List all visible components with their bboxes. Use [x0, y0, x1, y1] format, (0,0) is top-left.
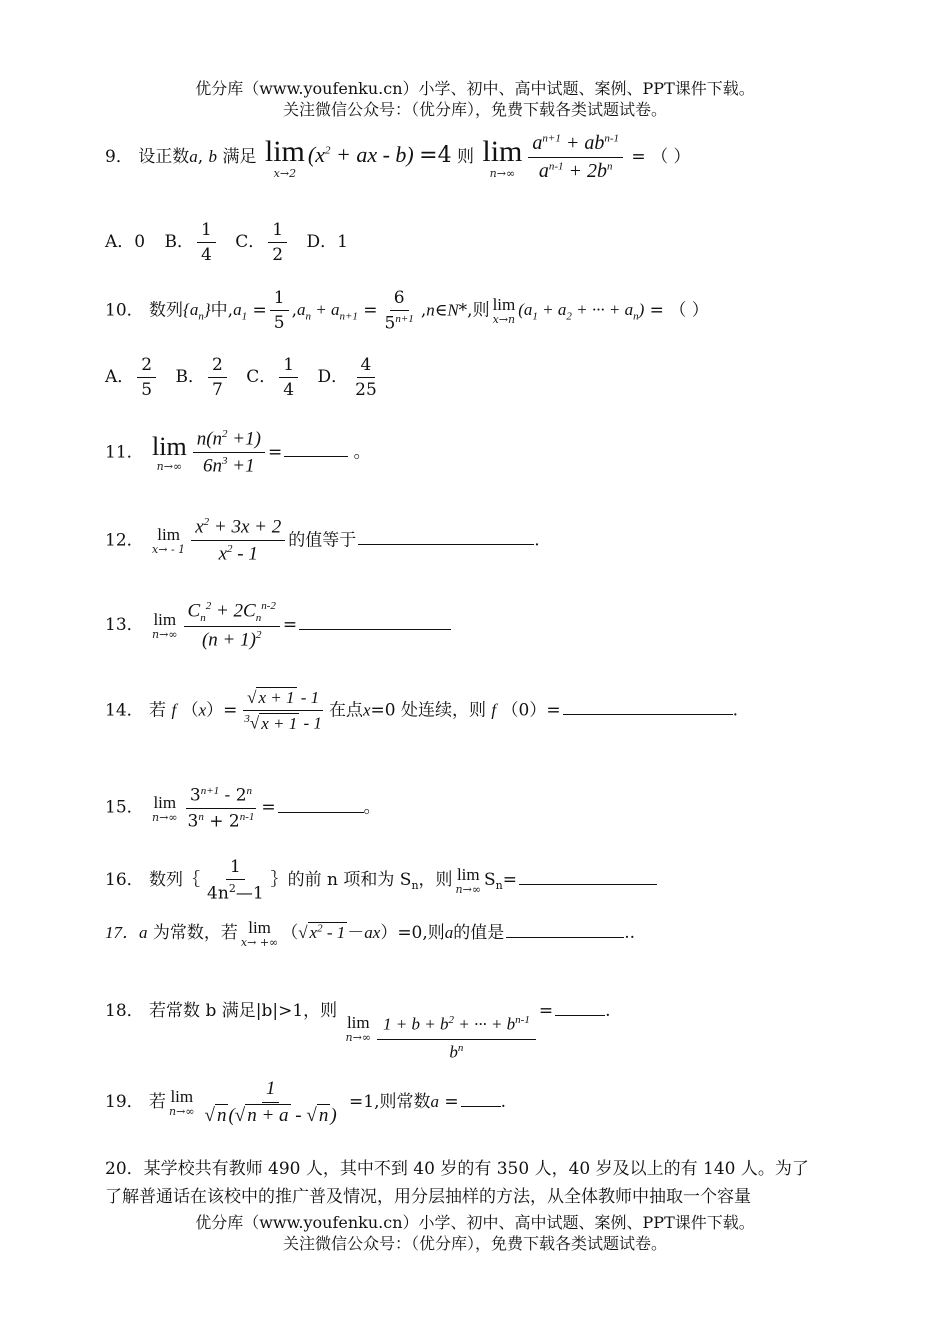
question-10: 10． 数列$\{a_n\}$中$,a_1$ = $\frac{1}{5}$ $,a_n + a_{n+1}$ = $\frac{6}{5^{n+1}}$ ,n∈N*,则 lim x→n ($a_1 + a_2$ + ··· + $a_n$) = （ ）	[105, 288, 709, 334]
question-20: 20．某学校共有教师 490 人，其中不到 40 岁的有 350 人，40 岁及以上的有 140 人。为了 了解普通话在该校中的推广普及情况，用分层抽样的方法，从全体教师中抽取一个容量	[105, 1159, 809, 1207]
option-c: C．	[235, 232, 266, 252]
page-header	[0, 78, 950, 120]
question-19: 19． 若 lim n→∞ $\frac{1}{√ n (√ n + a - √ n )}$ =1,则常数a = .	[105, 1078, 507, 1126]
question-13: 13． lim n→∞ $\frac{C_n^2 + 2C_n^{n-2}}{(n + 1)^2}$ =	[105, 600, 451, 651]
question-18: 18． 若常数 b 满足|b|>1，则 lim n→∞ $\frac{1 + b + b^2 + \cdot\cdot\cdot + b^{n-1}}{b^n}$ = .	[105, 1001, 611, 1062]
question-10-options: A． $\frac{2}{5}$ B． $\frac{2}{7}$ C． $\frac{1}{4}$ D． $\frac{4}{25}$	[105, 355, 377, 400]
question-16: 16． 数列｛ $\frac{1}{4n^2—1}$ ｝的前 n 项和为 $S_n$，则 lim n→∞ $S_n=$	[105, 857, 657, 904]
footer-line-2: 关注微信公众号：（优分库），免费下载各类试题试卷。	[282, 1234, 667, 1253]
question-17: 17．a 为常数，若 lim x→ +∞ （√ $x^2 - 1 -ax)=0$,则a的值是 ..	[105, 918, 636, 949]
page-footer	[0, 1212, 950, 1254]
footer-line-1: 优分库（www.youfenku.cn）小学、初中、高中试题、案例、PPT课件下载。	[195, 1213, 755, 1232]
question-15: 15． lim n→∞ $\frac{3^{n+1} - 2^n}{3^n + 2^{n-1}}$ = 。	[105, 785, 381, 832]
header-line-1: 优分库（www.youfenku.cn）小学、初中、高中试题、案例、PPT课件下载。	[195, 79, 755, 98]
option-d: D．1	[306, 232, 348, 252]
option-a: A．0	[105, 232, 146, 252]
question-11: 11． lim n→∞ $\frac{n(n^2 +1)}{6n^3 +1}$ = 。	[105, 428, 371, 477]
question-12: 12． lim x→ - 1 $\frac{x^2 + 3x + 2}{x^2 - 1}$ 的值等于 .	[105, 516, 540, 565]
option-b: B．	[164, 232, 194, 252]
question-14: 14． 若 f （x）= $\frac{√ x + 1 - 1}{^3√ x + 1 - 1}$ 在点x=0 处连续，则 f （0）= .	[105, 688, 738, 733]
question-9: 9． 设正数a, b 满足 lim x→2 ($x^2$ + ax - b) =4 则 lim n→∞ $\frac{a^{n+1} + ab^{n-1}}{a^{n-1} + 2b^n}$ = （ ）	[105, 132, 691, 182]
question-9-options: A．0 B． $\frac{1}{4}$ C． $\frac{1}{2}$ D．1	[105, 220, 348, 265]
header-line-2: 关注微信公众号：（优分库），免费下载各类试题试卷。	[282, 100, 667, 119]
